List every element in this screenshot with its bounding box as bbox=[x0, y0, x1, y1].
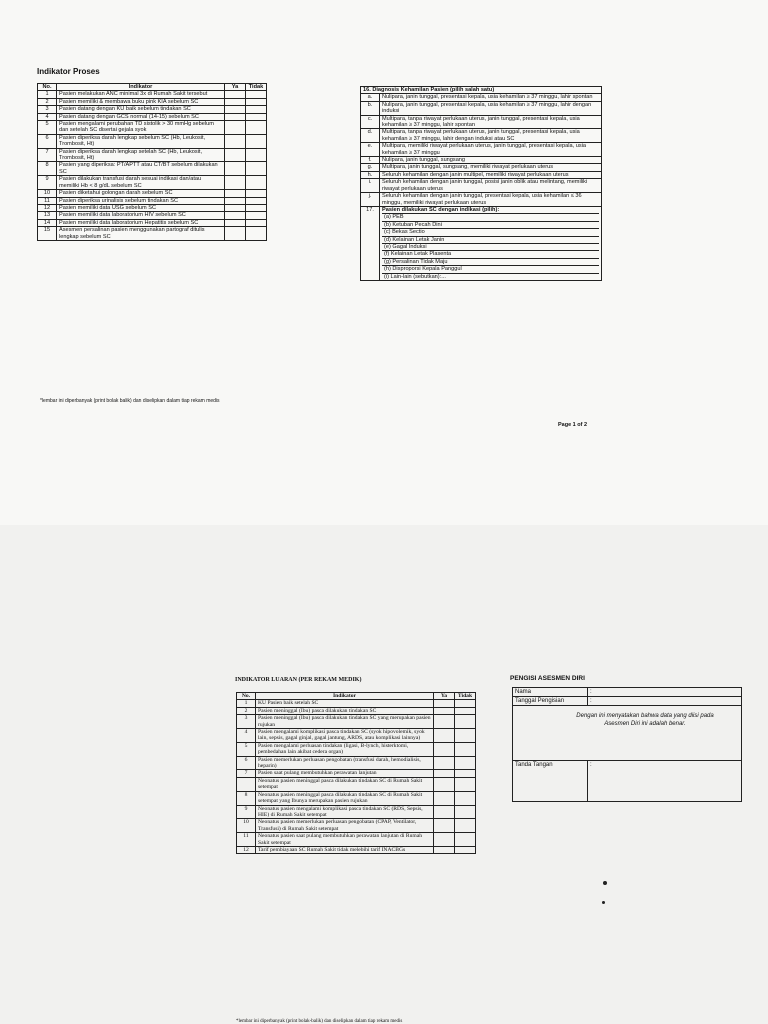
table-row bbox=[237, 770, 476, 777]
row-number: 3 bbox=[237, 715, 256, 729]
table-row bbox=[237, 742, 476, 756]
ttd-value[interactable]: : bbox=[588, 761, 742, 802]
indikasi-option[interactable]: (a) PEB bbox=[382, 213, 599, 220]
row-number: 6 bbox=[237, 756, 256, 770]
ya-cell[interactable] bbox=[434, 819, 455, 833]
row-indikator: Pasien diperiksa darah lengkap sebelum SC (Hb, Leukosit, Trombosit, Ht) bbox=[57, 134, 225, 148]
diagnosis-letter: b. bbox=[361, 101, 380, 115]
q17-number: 17. bbox=[361, 206, 380, 280]
indikasi-option[interactable]: (e) Gagal Induksi bbox=[382, 243, 599, 250]
row-indikator: Neonatus pasien saat pulang membutuhkan perawatan lanjutan di Rumah Sakit setempat bbox=[256, 833, 434, 847]
luaran-note: *lembar ini diperbanyak (print bolak-balik) dan diselipkan dalam tiap rekam medis bbox=[236, 1019, 403, 1024]
row-number: 1 bbox=[38, 91, 57, 98]
diagnosis-row[interactable] bbox=[361, 129, 602, 143]
ya-cell[interactable] bbox=[434, 742, 455, 756]
diagnosis-table bbox=[360, 86, 602, 281]
row-indikator: Neonatus pasien mengalami komplikasi pasca tindakan SC (RDS, Sepsis, HIE) di Rumah Sakit setempat bbox=[256, 805, 434, 819]
diagnosis-text: Multipara, memiliki riwayat perlukaan uterus, janin tunggal, presentasi kepala, usia kehamilan ≥ 37 minggu bbox=[380, 143, 602, 157]
diagnosis-row[interactable] bbox=[361, 157, 602, 164]
diagnosis-row[interactable] bbox=[361, 179, 602, 193]
diagnosis-letter: i. bbox=[361, 179, 380, 193]
table-row bbox=[237, 833, 476, 847]
ya-cell[interactable] bbox=[225, 227, 246, 241]
diagnosis-text: Multipara, tanpa riwayat perlukaan uterus, janin tunggal, presentasi kepala, usia kehamilan ≥ 37 minggu, lahir spontan bbox=[380, 115, 602, 129]
ya-cell[interactable] bbox=[225, 98, 246, 105]
ya-cell[interactable] bbox=[434, 729, 455, 743]
table-row bbox=[237, 715, 476, 729]
tidak-cell[interactable] bbox=[246, 212, 267, 219]
diagnosis-row[interactable] bbox=[361, 193, 602, 207]
col-tidak: Tidak bbox=[455, 693, 476, 700]
table-row bbox=[38, 134, 267, 148]
diagnosis-title: 16. Diagnosis Kehamilan Pasien (pilih salah satu) bbox=[361, 87, 602, 94]
row-indikator: Pasien dilakukan transfusi darah sesuai indikasi dan/atau memiliki Hb < 8 g/dL sebelum SC bbox=[57, 176, 225, 190]
tanggal-label: Tanggal Pengisian bbox=[513, 697, 588, 706]
ink-dot bbox=[603, 881, 607, 885]
row-indikator: Pasien melakukan ANC minimal 3x di Rumah Sakit tersebut bbox=[57, 91, 225, 98]
row-number: 3 bbox=[38, 106, 57, 113]
tidak-cell[interactable] bbox=[246, 98, 267, 105]
diagnosis-text: Multipara, tanpa riwayat perlukaan uterus, janin tunggal, presentasi kepala, usia kehamilan ≥ 37 minggu, lahir dengan induksi atau SC bbox=[380, 129, 602, 143]
col-ya: Ya bbox=[225, 84, 246, 91]
ya-cell[interactable] bbox=[434, 700, 455, 707]
row-number: 7 bbox=[237, 770, 256, 777]
ya-cell[interactable] bbox=[434, 833, 455, 847]
tidak-cell[interactable] bbox=[455, 819, 476, 833]
diagnosis-text: Seluruh kehamilan dengan janin multipel, memiliki riwayat perlukaan uterus bbox=[380, 171, 602, 178]
proses-title: Indikator Proses bbox=[37, 67, 100, 76]
table-row bbox=[38, 113, 267, 120]
table-row bbox=[237, 777, 476, 791]
table-row bbox=[38, 148, 267, 162]
tidak-cell[interactable] bbox=[246, 148, 267, 162]
row-indikator: Pasien memiliki data laboratorium HIV sebelum SC bbox=[57, 212, 225, 219]
table-row bbox=[237, 756, 476, 770]
nama-value[interactable]: : bbox=[588, 688, 742, 697]
ya-cell[interactable] bbox=[225, 212, 246, 219]
ya-cell[interactable] bbox=[225, 113, 246, 120]
ya-cell[interactable] bbox=[225, 204, 246, 211]
row-number: 11 bbox=[237, 833, 256, 847]
diagnosis-row[interactable] bbox=[361, 94, 602, 101]
col-indikator: Indikator bbox=[256, 693, 434, 700]
ya-cell[interactable] bbox=[225, 190, 246, 197]
table-row bbox=[237, 819, 476, 833]
row-number: 6 bbox=[38, 134, 57, 148]
diagnosis-text: Multipara, janin tunggal, sungsang, memiliki riwayat perlukaan uterus bbox=[380, 164, 602, 171]
table-row bbox=[237, 846, 476, 853]
tidak-cell[interactable] bbox=[455, 707, 476, 714]
diagnosis-text: Nulipara, janin tunggal, sungsang bbox=[380, 157, 602, 164]
table-row bbox=[38, 106, 267, 113]
tidak-cell[interactable] bbox=[455, 715, 476, 729]
ya-cell[interactable] bbox=[434, 791, 455, 805]
row-indikator: Asesmen persalinan pasien menggunakan partograf ditulis lengkap sebelum SC bbox=[57, 227, 225, 241]
tidak-cell[interactable] bbox=[246, 190, 267, 197]
table-row bbox=[38, 212, 267, 219]
tidak-cell[interactable] bbox=[455, 700, 476, 707]
indikasi-option[interactable]: (f) Kelainan Letak Plasenta bbox=[382, 250, 599, 257]
row-indikator: Pasien yang diperiksa: PT/APTT atau CT/BT sebelum dilakukan SC bbox=[57, 162, 225, 176]
diagnosis-letter: d. bbox=[361, 129, 380, 143]
indikasi-option[interactable]: (g) Persalinan Tidak Maju bbox=[382, 258, 599, 265]
tidak-cell[interactable] bbox=[246, 134, 267, 148]
ya-cell[interactable] bbox=[434, 770, 455, 777]
diagnosis-text: Nulipara, janin tunggal, presentasi kepala, usia kehamilan ≥ 37 minggu, lahir dengan induksi bbox=[380, 101, 602, 115]
tidak-cell[interactable] bbox=[455, 729, 476, 743]
tidak-cell[interactable] bbox=[455, 770, 476, 777]
tidak-cell[interactable] bbox=[455, 777, 476, 791]
diagnosis-text: Seluruh kehamilan dengan janin tunggal, presentasi kepala, usia kehamilan ≤ 36 minggu, memiliki riwayat perlukaan uterus bbox=[380, 193, 602, 207]
diagnosis-row[interactable] bbox=[361, 115, 602, 129]
ya-cell[interactable] bbox=[225, 134, 246, 148]
col-no: No. bbox=[38, 84, 57, 91]
row-indikator: Pasien datang dengan KU baik sebelum tindakan SC bbox=[57, 106, 225, 113]
table-row bbox=[38, 197, 267, 204]
table-row bbox=[237, 729, 476, 743]
row-indikator: Pasien mengalami perubahan TD sistolik > 30 mmHg sebelum dan setelah SC disertai gejala syok bbox=[57, 121, 225, 135]
row-number: 15 bbox=[38, 227, 57, 241]
tidak-cell[interactable] bbox=[246, 219, 267, 226]
row-number: 9 bbox=[38, 176, 57, 190]
row-number: 2 bbox=[38, 98, 57, 105]
nama-label: Nama bbox=[513, 688, 588, 697]
ink-dot bbox=[602, 901, 605, 904]
row-indikator: Pasien mengalami perluasan tindakan (ligasi, B-lynch, histerktomi, pembedahan lain akibat cedera organ) bbox=[256, 742, 434, 756]
pengisi-table bbox=[512, 687, 742, 802]
row-indikator: Pasien memiliki data laboratorium Hepatitis sebelum SC bbox=[57, 219, 225, 226]
row-indikator: Pasien memiliki & membawa buku pink KIA sebelum SC bbox=[57, 98, 225, 105]
tidak-cell[interactable] bbox=[246, 227, 267, 241]
tidak-cell[interactable] bbox=[246, 176, 267, 190]
row-indikator: Pasien datang dengan GCS normal (14-15) sebelum SC bbox=[57, 113, 225, 120]
ya-cell[interactable] bbox=[434, 756, 455, 770]
ya-cell[interactable] bbox=[225, 121, 246, 135]
row-indikator: Pasien memerlukan perluasan pengobatan (transfusi darah, hemodialisis, heparin) bbox=[256, 756, 434, 770]
row-number: 14 bbox=[38, 219, 57, 226]
tidak-cell[interactable] bbox=[246, 162, 267, 176]
row-indikator: Pasien diperiksa urinalisis sebelum tindakan SC bbox=[57, 197, 225, 204]
table-row bbox=[38, 219, 267, 226]
row-indikator: Tarif pembiayaan SC Rumah Sakit tidak melebihi tarif INACBGs bbox=[256, 846, 434, 853]
table-row bbox=[38, 227, 267, 241]
ya-cell[interactable] bbox=[434, 846, 455, 853]
row-number: 7 bbox=[38, 148, 57, 162]
tidak-cell[interactable] bbox=[246, 113, 267, 120]
luaran-table bbox=[236, 692, 476, 854]
ya-cell[interactable] bbox=[225, 91, 246, 98]
table-row bbox=[38, 204, 267, 211]
tidak-cell[interactable] bbox=[455, 756, 476, 770]
statement: Dengan ini menyatakan bahwa data yang diisi pada Asesmen Diri ini adalah benar. bbox=[513, 706, 742, 761]
table-row bbox=[38, 190, 267, 197]
row-indikator: Pasien saat pulang membutuhkan perawatan lanjutan bbox=[256, 770, 434, 777]
row-number: 4 bbox=[38, 113, 57, 120]
ttd-label: Tanda Tangan bbox=[513, 761, 588, 802]
col-indikator: Indikator bbox=[57, 84, 225, 91]
indikasi-option[interactable]: (b) Ketuban Pecah Dini bbox=[382, 221, 599, 228]
row-indikator: Pasien mengalami komplikasi pasca tindakan SC (syok hipovolemik, syok lain, sepsis, gagal ginjal, gagal jantung, ARDS, atau komplikasi lainnya) bbox=[256, 729, 434, 743]
ya-cell[interactable] bbox=[225, 219, 246, 226]
col-ya: Ya bbox=[434, 693, 455, 700]
ya-cell[interactable] bbox=[434, 715, 455, 729]
ya-cell[interactable] bbox=[225, 176, 246, 190]
ya-cell[interactable] bbox=[225, 197, 246, 204]
col-tidak: Tidak bbox=[246, 84, 267, 91]
ya-cell[interactable] bbox=[225, 106, 246, 113]
diagnosis-row[interactable] bbox=[361, 101, 602, 115]
ya-cell[interactable] bbox=[434, 805, 455, 819]
diagnosis-letter: a. bbox=[361, 94, 380, 101]
tidak-cell[interactable] bbox=[455, 846, 476, 853]
ya-cell[interactable] bbox=[434, 707, 455, 714]
tanggal-value[interactable]: : bbox=[588, 697, 742, 706]
row-number: 8 bbox=[38, 162, 57, 176]
col-no: No. bbox=[237, 693, 256, 700]
diagnosis-letter: h. bbox=[361, 171, 380, 178]
tidak-cell[interactable] bbox=[455, 833, 476, 847]
ya-cell[interactable] bbox=[225, 162, 246, 176]
row-indikator: Pasien diperiksa darah lengkap setelah SC (Hb, Leukosit, Trombosit, Ht) bbox=[57, 148, 225, 162]
row-number bbox=[237, 777, 256, 791]
row-indikator: Pasien meninggal (Ibu) pasca dilakukan tindakan SC yang merupakan pasien rujukan bbox=[256, 715, 434, 729]
diagnosis-text: Seluruh kehamilan dengan janin tunggal, posisi janin oblik atau melintang, memiliki riwayat perlukaan uterus bbox=[380, 179, 602, 193]
tidak-cell[interactable] bbox=[455, 791, 476, 805]
row-indikator: Neonatus pasien meninggal pasca dilakukan tindakan SC di Rumah Sakit setempat bbox=[256, 777, 434, 791]
indikasi-option[interactable]: (i) Lain-lain (sebutkan):... bbox=[382, 273, 599, 280]
pengisi-title: PENGISI ASESMEN DIRI bbox=[510, 675, 585, 682]
diagnosis-row[interactable] bbox=[361, 164, 602, 171]
ya-cell[interactable] bbox=[225, 148, 246, 162]
diagnosis-letter: f. bbox=[361, 157, 380, 164]
table-row bbox=[237, 805, 476, 819]
table-row bbox=[38, 162, 267, 176]
q17-cell bbox=[380, 206, 602, 280]
diagnosis-letter: c. bbox=[361, 115, 380, 129]
row-number: 10 bbox=[237, 819, 256, 833]
indikasi-option[interactable]: (h) Disproporsi Kepala Panggul bbox=[382, 265, 599, 272]
row-number: 11 bbox=[38, 197, 57, 204]
table-row bbox=[237, 707, 476, 714]
row-number: 9 bbox=[237, 805, 256, 819]
row-number: 13 bbox=[38, 212, 57, 219]
table-row bbox=[38, 98, 267, 105]
indikasi-option[interactable]: (c) Bekas Sectio bbox=[382, 228, 599, 235]
table-row bbox=[38, 176, 267, 190]
row-indikator: Neonatus pasien memerlukan perluasan pengobatan (CPAP, Ventilator, Transfusi) di Rumah Sakit setempat bbox=[256, 819, 434, 833]
tidak-cell[interactable] bbox=[455, 805, 476, 819]
tidak-cell[interactable] bbox=[246, 91, 267, 98]
table-row bbox=[237, 791, 476, 805]
diagnosis-letter: j. bbox=[361, 193, 380, 207]
row-number: 12 bbox=[237, 846, 256, 853]
diagnosis-text: Nulipara, janin tunggal, presentasi kepala, usia kehamilan ≥ 37 minggu, lahir spontan bbox=[380, 94, 602, 101]
page-2 bbox=[0, 525, 768, 1024]
row-number: 5 bbox=[237, 742, 256, 756]
table-row bbox=[38, 91, 267, 98]
row-number: 4 bbox=[237, 729, 256, 743]
diagnosis-letter: e. bbox=[361, 143, 380, 157]
row-indikator: Pasien meninggal (Ibu) pasca dilakukan tindakan SC bbox=[256, 707, 434, 714]
diagnosis-row[interactable] bbox=[361, 171, 602, 178]
ya-cell[interactable] bbox=[434, 777, 455, 791]
luaran-title: INDIKATOR LUARAN (PER REKAM MEDIK) bbox=[235, 677, 362, 683]
indikasi-option[interactable]: (d) Kelainan Letak Janin bbox=[382, 236, 599, 243]
table-row bbox=[237, 700, 476, 707]
tidak-cell[interactable] bbox=[246, 204, 267, 211]
row-indikator: Neonatus pasien meninggal pasca dilakukan tindakan SC di Rumah Sakit setempat yang Ibunya merupakan pasien rujukan bbox=[256, 791, 434, 805]
row-number: 2 bbox=[237, 707, 256, 714]
row-number: 8 bbox=[237, 791, 256, 805]
row-indikator: Pasien diketahui golongan darah sebelum SC bbox=[57, 190, 225, 197]
row-indikator: KU Pasien baik setelah SC bbox=[256, 700, 434, 707]
tidak-cell[interactable] bbox=[246, 197, 267, 204]
tidak-cell[interactable] bbox=[455, 742, 476, 756]
proses-table bbox=[37, 83, 267, 241]
q17-title: Pasien dilakukan SC dengan indikasi (pilih): bbox=[382, 206, 500, 213]
diagnosis-row[interactable] bbox=[361, 143, 602, 157]
row-indikator: Pasien memiliki data USG sebelum SC bbox=[57, 204, 225, 211]
row-number: 12 bbox=[38, 204, 57, 211]
table-row bbox=[38, 121, 267, 135]
row-number: 10 bbox=[38, 190, 57, 197]
diagnosis-letter: g. bbox=[361, 164, 380, 171]
tidak-cell[interactable] bbox=[246, 121, 267, 135]
proses-note: *lembar ini diperbanyak (print bolak balik) dan diselipkan dalam tiap rekam medis bbox=[40, 398, 220, 404]
page-number: Page 1 of 2 bbox=[558, 422, 588, 428]
row-number: 5 bbox=[38, 121, 57, 135]
tidak-cell[interactable] bbox=[246, 106, 267, 113]
row-number: 1 bbox=[237, 700, 256, 707]
q17-row bbox=[361, 206, 602, 280]
